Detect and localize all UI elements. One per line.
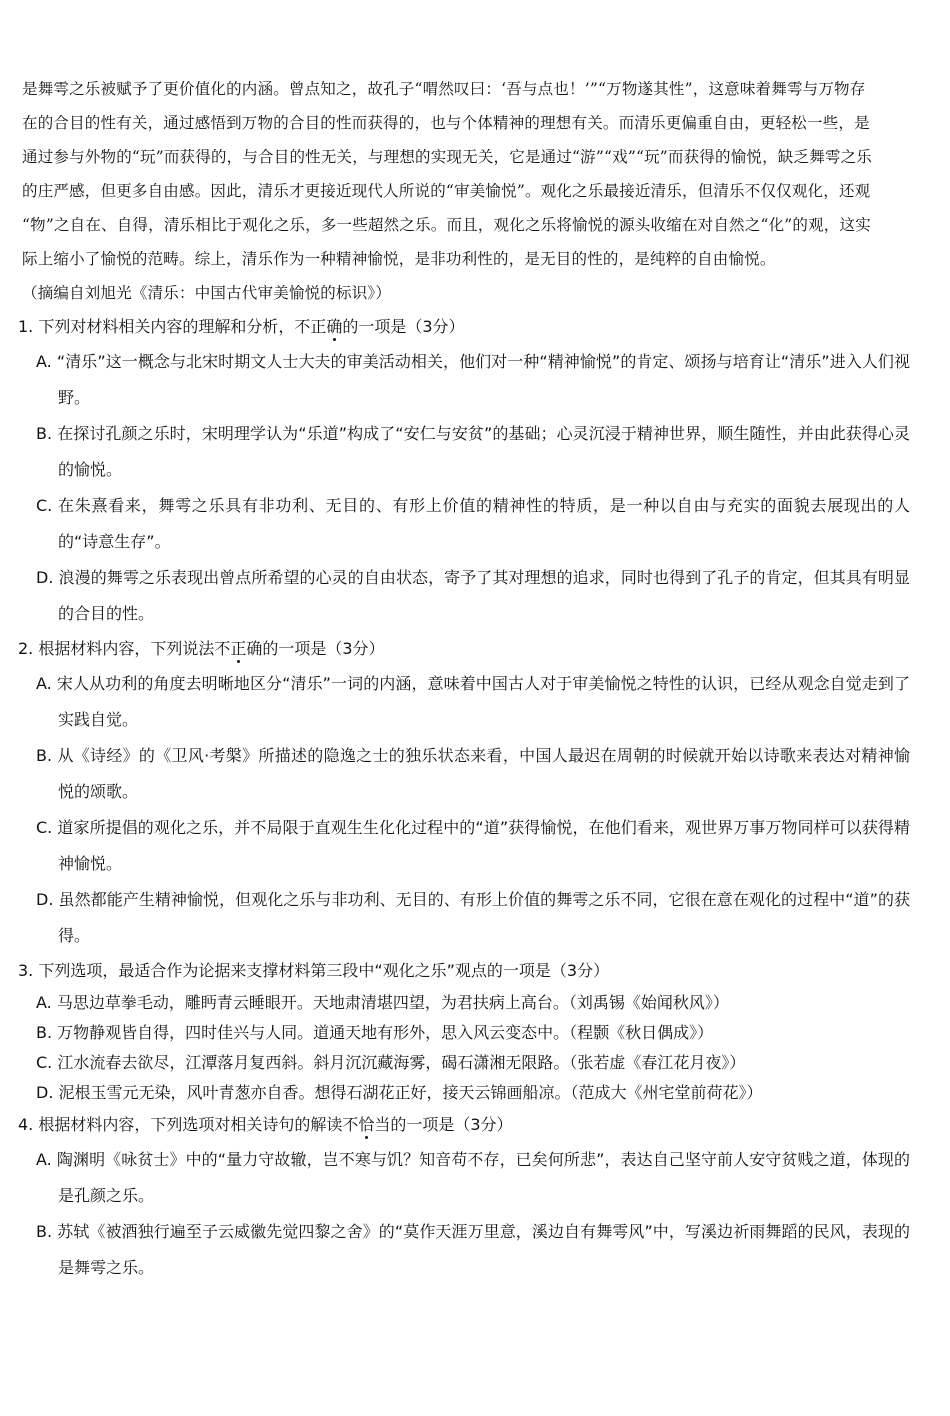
question-stem xyxy=(0,1108,950,1142)
stem-text: 3. 下列选项，最适合作为论据来支撑材料第三段中“观化之乐”观点的一项是（3分） xyxy=(18,961,610,980)
option-b: B. 万物静观皆自得，四时佳兴与人同。道通天地有形外，思入风云变态中。（程颢《秋日偶成》） xyxy=(36,1023,714,1042)
emphasis-dotted-text: 正 xyxy=(230,639,247,658)
option-b: B. 从《诗经》的《卫风·考槃》所描述的隐逸之士的独乐状态来看，中国人最迟在周朝的时候就开始以诗歌来表达对精神愉悦的颂歌。 xyxy=(36,746,910,801)
question-stem xyxy=(0,632,950,666)
option-a: A. “清乐”这一概念与北宋时期文人士大夫的审美活动相关，他们对一种“精神愉悦”的肯定、颂扬与培育让“清乐”进入人们视野。 xyxy=(36,352,910,407)
question-stem xyxy=(0,310,950,344)
stem-text: 确的一项是（3分） xyxy=(246,639,385,658)
passage-line: 是舞雩之乐被赋予了更价值化的内涵。曾点知之，故孔子“喟然叹曰：‘吾与点也！’”“万物遂其性”，这意味着舞雩与万物存 xyxy=(22,80,866,98)
stem-text: 的一项是（3分） xyxy=(390,1115,513,1134)
question-stem xyxy=(0,954,950,988)
option-a: A. 陶渊明《咏贫士》中的“量力守故辙，岂不寒与饥？知音苟不存，已矣何所悲”，表达自己坚守前人安守贫贱之道，体现的是孔颜之乐。 xyxy=(36,1150,910,1205)
emphasis-dotted-text: 不恰当 xyxy=(342,1115,391,1134)
question-2 xyxy=(0,632,950,954)
passage-line: 际上缩小了愉悦的范畴。综上，清乐作为一种精神愉悦，是非功利性的，是无目的性的，是纯粹的自由愉悦。 xyxy=(22,250,776,268)
question-1 xyxy=(0,310,950,632)
option-a: A. 宋人从功利的角度去明晰地区分“清乐”一词的内涵，意味着中国古人对于审美愉悦之特性的认识，已经从观念自觉走到了实践自觉。 xyxy=(36,674,910,729)
option-c: C. 江水流春去欲尽，江潭落月复西斜。斜月沉沉藏海雾，碣石潇湘无限路。（张若虚《春江花月夜》） xyxy=(36,1053,746,1072)
reading-passage xyxy=(0,72,950,310)
passage-line: 通过参与外物的“玩”而获得的，与合目的性无关，与理想的实现无关，它是通过“游”“戏”“玩”而获得的愉悦，缺乏舞雩之乐 xyxy=(22,148,872,166)
stem-text: 的一项是（3分） xyxy=(342,317,465,336)
passage-line: 的庄严感，但更多自由感。因此，清乐才更接近现代人所说的“审美愉悦”。观化之乐最接近清乐，但清乐不仅仅观化，还观 xyxy=(22,182,871,200)
passage-line: 在的合目的性有关，通过感悟到万物的合目的性而获得的，也与个体精神的理想有关。而清乐更偏重自由，更轻松一些，是 xyxy=(22,114,870,132)
exam-page xyxy=(0,72,950,1416)
emphasis-dotted-text: 确 xyxy=(326,317,343,336)
stem-text: 1. 下列对材料相关内容的理解和分析，不正 xyxy=(18,317,327,336)
option-a: A. 马思边草拳毛动，雕眄青云睡眼开。天地肃清堪四望，为君扶病上高台。（刘禹锡《始闻秋风》） xyxy=(36,993,729,1012)
passage-line: “物”之自在、自得，清乐相比于观化之乐，多一些超然之乐。而且，观化之乐将愉悦的源头收缩在对自然之“化”的观，这实 xyxy=(22,216,871,234)
option-d: D. 虽然都能产生精神愉悦，但观化之乐与非功利、无目的、有形上价值的舞雩之乐不同，它很在意在观化的过程中“道”的获得。 xyxy=(36,890,910,945)
question-4 xyxy=(0,1108,950,1286)
option-b: B. 在探讨孔颜之乐时，宋明理学认为“乐道”构成了“安仁与安贫”的基础；心灵沉浸于精神世界，顺生随性，并由此获得心灵的愉悦。 xyxy=(36,424,910,479)
source-citation: （摘编自刘旭光《清乐：中国古代审美愉悦的标识》） xyxy=(22,284,392,302)
option-c: C. 道家所提倡的观化之乐，并不局限于直观生生化化过程中的“道”获得愉悦，在他们看来，观世界万事万物同样可以获得精神愉悦。 xyxy=(36,818,910,873)
question-3 xyxy=(0,954,950,1108)
stem-text: 4. 根据材料内容，下列选项对相关诗句的解读 xyxy=(18,1115,343,1134)
option-c: C. 在朱熹看来，舞雩之乐具有非功利、无目的、有形上价值的精神性的特质，是一种以自由与充实的面貌去展现出的人的“诗意生存”。 xyxy=(36,496,910,551)
option-b: B. 苏轼《被酒独行遍至子云威徽先觉四黎之舍》的“莫作天涯万里意，溪边自有舞雩风”中，写溪边祈雨舞蹈的民风，表现的是舞雩之乐。 xyxy=(36,1222,910,1277)
stem-text: 2. 根据材料内容，下列说法不 xyxy=(18,639,231,658)
option-d: D. 浪漫的舞雩之乐表现出曾点所希望的心灵的自由状态，寄予了其对理想的追求，同时也得到了孔子的肯定，但其具有明显的合目的性。 xyxy=(36,568,910,623)
option-d: D. 泥根玉雪元无染，风叶青葱亦自香。想得石湖花正好，接天云锦画船凉。（范成大《州宅堂前荷花》） xyxy=(36,1083,763,1102)
